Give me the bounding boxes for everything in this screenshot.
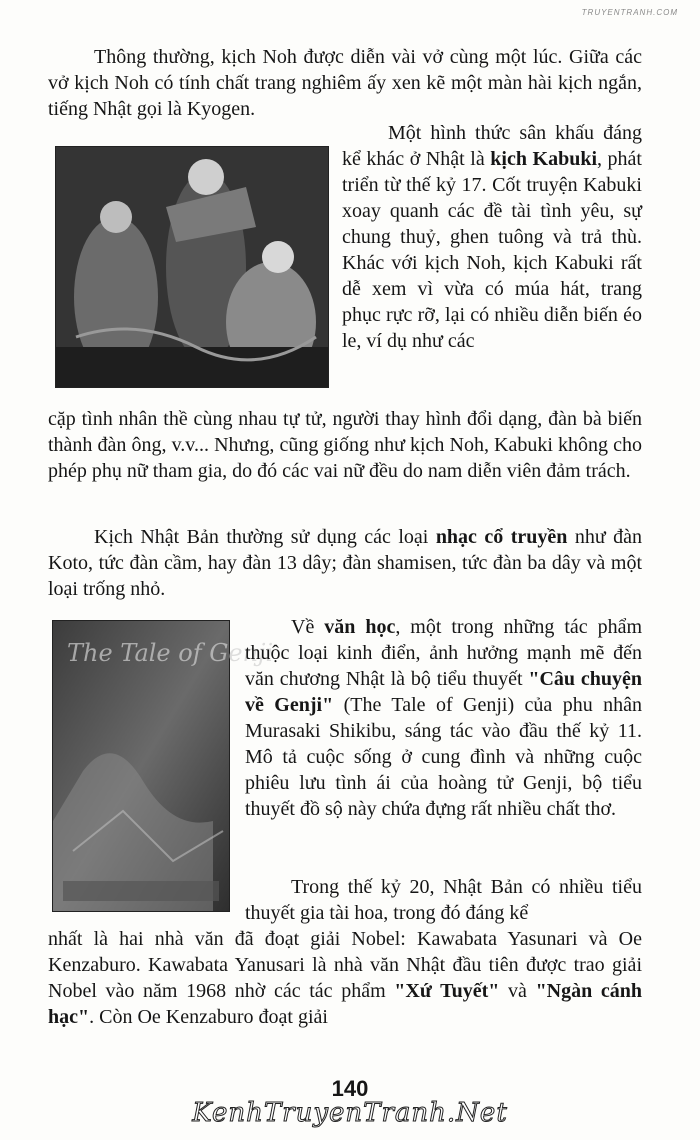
kabuki-rest-full: cặp tình nhân thề cùng nhau tự tử, người thay hình đổi dạng, đàn bà biến thành đàn ông, v.v... Nhưng, cũng giống như kịch Noh, Kabuki không cho phép phụ nữ tham gia, do đó các vai nữ đều do nam diễn viên đảm trách.	[48, 408, 642, 482]
lit-rest: (The Tale of Genji) của phu nhân Murasaki Shikibu, sáng tác vào đầu thế kỷ 11. Mô tả cuộc sống ở cung đình và những cuộc phiêu lưu tình ái của hoàng tử Genji, bộ tiểu thuyết đồ sộ này chứa đựng rất nhiều chất thơ.	[245, 694, 642, 820]
c20-lead: nhất là hai nhà văn đã đoạt giải Nobel: Kawabata Yasunari và Oe Kenzaburo. Kawabata Yanusari là nhà văn Nhật đầu tiên được trao giải Nobel vào năm 1968 nhờ các tác phẩm	[48, 928, 642, 1002]
paragraph-kabuki-column-text	[342, 120, 642, 354]
paragraph-literature-text	[245, 614, 642, 822]
c20-bold2: "Ngàn cánh hạc"	[48, 980, 642, 1028]
paragraph-kabuki-continued	[48, 406, 642, 484]
kabuki-photo	[55, 146, 329, 388]
music-bold: nhạc cổ truyền	[435, 526, 568, 548]
lit-bold1: văn học	[324, 616, 396, 638]
paragraph-noh-text: Thông thường, kịch Noh được diễn vài vở cùng một lúc. Giữa các vở kịch Noh có tính chất trang nghiêm ấy xen kẽ một màn hài kịch ngắn, tiếng Nhật gọi là Kyogen.	[48, 46, 642, 120]
bottom-watermark: KenhTruyenTranh.Net	[192, 1098, 508, 1128]
paragraph-20th-century-column	[245, 874, 642, 926]
c20-full-text	[48, 926, 642, 1030]
kabuki-bold: kịch Kabuki	[490, 148, 597, 170]
c20-rest: . Còn Oe Kenzaburo đoạt giải	[89, 1006, 328, 1028]
top-watermark: TRUYENTRANH.COM	[581, 8, 678, 17]
kabuki-photo-image	[56, 147, 328, 387]
music-lead: Kịch Nhật Bản thường sử dụng các loại	[94, 526, 436, 548]
kabuki-rest-col: , phát triển từ thế kỷ 17. Cốt truyện Kabuki xoay quanh các đề tài tình yêu, sự chung thuỷ, ghen tuông và trả thù. Khác với kịch Noh, kịch Kabuki rất dễ xem vì vừa có múa hát, trang phục rực rỡ, lại có nhiều diễn biến éo le, ví dụ như các	[342, 148, 642, 352]
paragraph-kabuki-column	[342, 120, 642, 354]
c20-bold1: "Xứ Tuyết"	[394, 980, 500, 1002]
music-rest: như đàn Koto, tức đàn cầm, hay đàn 13 dây; đàn shamisen, tức đàn ba dây và một loại trống nhỏ.	[48, 526, 643, 600]
c20-col-text: Trong thế kỷ 20, Nhật Bản có nhiều tiểu thuyết gia tài hoa, trong đó đáng kể	[245, 876, 642, 924]
c20-mid: và	[499, 980, 536, 1002]
genji-book-cover	[52, 620, 274, 912]
page-number: 140	[331, 1076, 369, 1101]
cover-title: The Tale of Genji	[67, 639, 274, 667]
lit-mid: , một trong những tác phẩm thuộc loại kinh điển, ảnh hưởng mạnh mẽ đến văn chương Nhật là bộ tiểu thuyết	[245, 616, 643, 690]
paragraph-literature	[245, 614, 642, 822]
kabuki-lead: Một hình thức sân khấu đáng kể khác ở Nhật là	[342, 122, 642, 170]
paragraph-noh	[48, 44, 642, 122]
paragraph-music	[48, 524, 642, 602]
paragraph-20th-century	[48, 926, 642, 1030]
lit-bold2: "Câu chuyện về Genji"	[245, 668, 642, 716]
lit-lead: Về	[291, 616, 325, 638]
paragraph-music-text	[48, 524, 642, 602]
genji-book-cover-image	[53, 621, 274, 911]
